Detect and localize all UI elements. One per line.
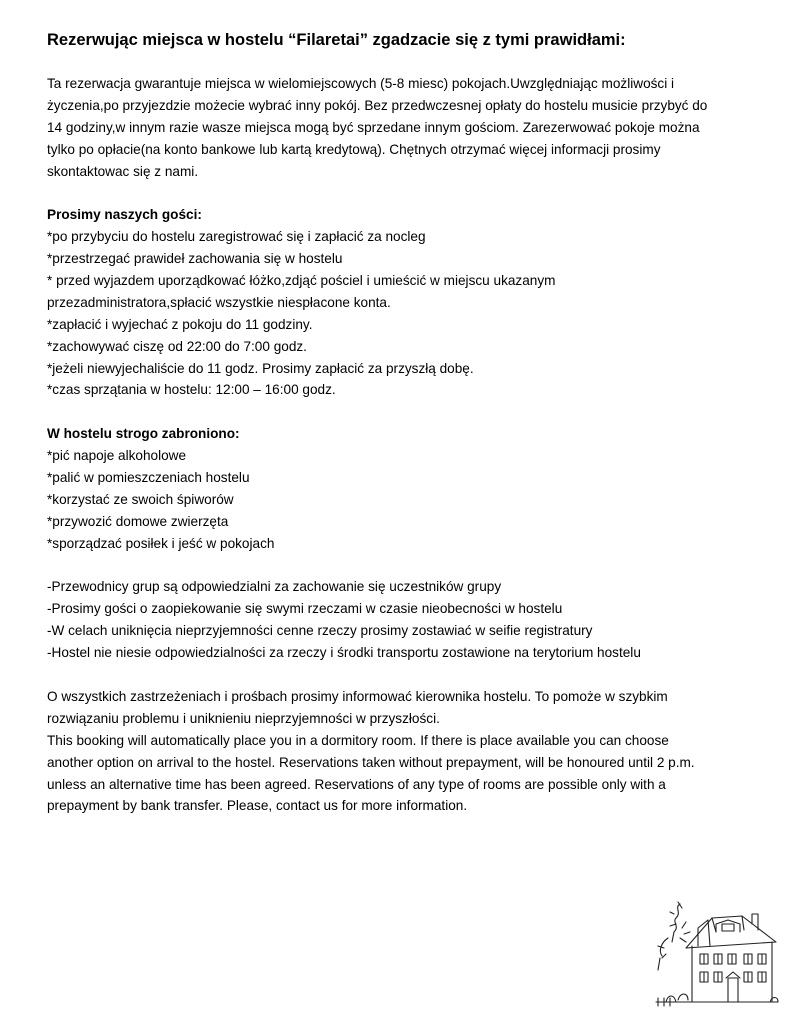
guest-rule: *jeżeli niewyjechaliście do 11 godz. Prosimy zapłacić za przyszłą dobę.: [47, 360, 474, 376]
intro-paragraph: [47, 73, 757, 182]
paragraph-gap: [47, 555, 757, 577]
guest-rule: *czas sprzątania w hostelu: 12:00 – 16:00 godz.: [47, 382, 336, 398]
guest-rule: *zachowywać ciszę od 22:00 do 7:00 godz.: [47, 338, 307, 354]
hostel-building-sketch-icon: [652, 898, 780, 1010]
intro-line: życzenia,po przyjezdzie możecie wybrać inny pokój. Bez przedwczesnej opłaty do hostelu musicie przybyć do: [47, 97, 708, 113]
guest-rule: *przestrzegać prawideł zachowania się w hostelu: [47, 251, 343, 267]
intro-line: skontaktowac się z nami.: [47, 163, 199, 179]
closing-line: unless an alternative time has been agreed. Reservations of any type of rooms are possible only with a: [47, 776, 666, 792]
intro-line: 14 godziny,w innym razie wasze miejsca mogą być sprzedane innym gościom. Zarezerwować pokoje można: [47, 119, 700, 135]
forbidden-rule: *przywozić domowe zwierzęta: [47, 513, 229, 529]
document-title: Rezerwując miejsca w hostelu “Filaretai” zgadzacie się z tymi prawidłami:: [47, 31, 626, 49]
paragraph-gap: [47, 401, 757, 423]
guests-heading: Prosimy naszych gości:: [47, 207, 202, 223]
closing-line: This booking will automatically place you in a dormitory room. If there is place available you can choose: [47, 732, 669, 748]
notes-section: [47, 576, 757, 664]
guest-rule: przezadministratora,spłacić wszystkie niespłacone konta.: [47, 294, 391, 310]
guests-section: [47, 204, 757, 401]
note-line: -Przewodnicy grup są odpowiedzialni za zachowanie się uczestników grupy: [47, 579, 502, 595]
closing-line: rozwiązaniu problemu i uniknieniu nieprzyjemności w przyszłości.: [47, 710, 440, 726]
forbidden-section: [47, 423, 757, 554]
closing-line: O wszystkich zastrzeżeniach i prośbach prosimy informować kierownika hostelu. To pomoże w szybkim: [47, 688, 668, 704]
note-line: -Hostel nie niesie odpowiedzialności za rzeczy i środki transportu zostawione na terytorium hostelu: [47, 645, 641, 661]
forbidden-rule: *palić w pomieszczeniach hostelu: [47, 470, 250, 486]
document-body: [47, 73, 757, 817]
forbidden-rule: *sporządzać posiłek i jeść w pokojach: [47, 535, 275, 551]
guest-rule: *po przybyciu do hostelu zaregistrować się i zapłacić za nocleg: [47, 229, 426, 245]
guest-rule: *zapłacić i wyjechać z pokoju do 11 godziny.: [47, 316, 313, 332]
intro-line: tylko po opłacie(na konto bankowe lub kartą kredytową). Chętnych otrzymać więcej informacji prosimy: [47, 141, 661, 157]
closing-section: [47, 686, 757, 817]
forbidden-rule: *pić napoje alkoholowe: [47, 448, 187, 464]
note-line: -Prosimy gości o zaopiekowanie się swymi rzeczami w czasie nieobecności w hostelu: [47, 601, 563, 617]
guest-rule: * przed wyjazdem uporządkować łóżko,zdjąć pościel i umieścić w miejscu ukazanym: [47, 273, 556, 289]
note-line: -W celach uniknięcia nieprzyjemności cenne rzeczy prosimy zostawiać w seifie registratury: [47, 623, 593, 639]
forbidden-rule: *korzystać ze swoich śpiworów: [47, 491, 234, 507]
intro-line: Ta rezerwacja gwarantuje miejsca w wielomiejscowych (5-8 miesc) pokojach.Uwzględniając możliwości i: [47, 76, 675, 91]
paragraph-gap: [47, 182, 757, 204]
paragraph-gap: [47, 664, 757, 686]
forbidden-heading: W hostelu strogo zabroniono:: [47, 426, 240, 442]
closing-line: another option on arrival to the hostel. Reservations taken without prepayment, will be honoured until 2 p.m.: [47, 754, 695, 770]
closing-line: prepayment by bank transfer. Please, contact us for more information.: [47, 798, 468, 814]
